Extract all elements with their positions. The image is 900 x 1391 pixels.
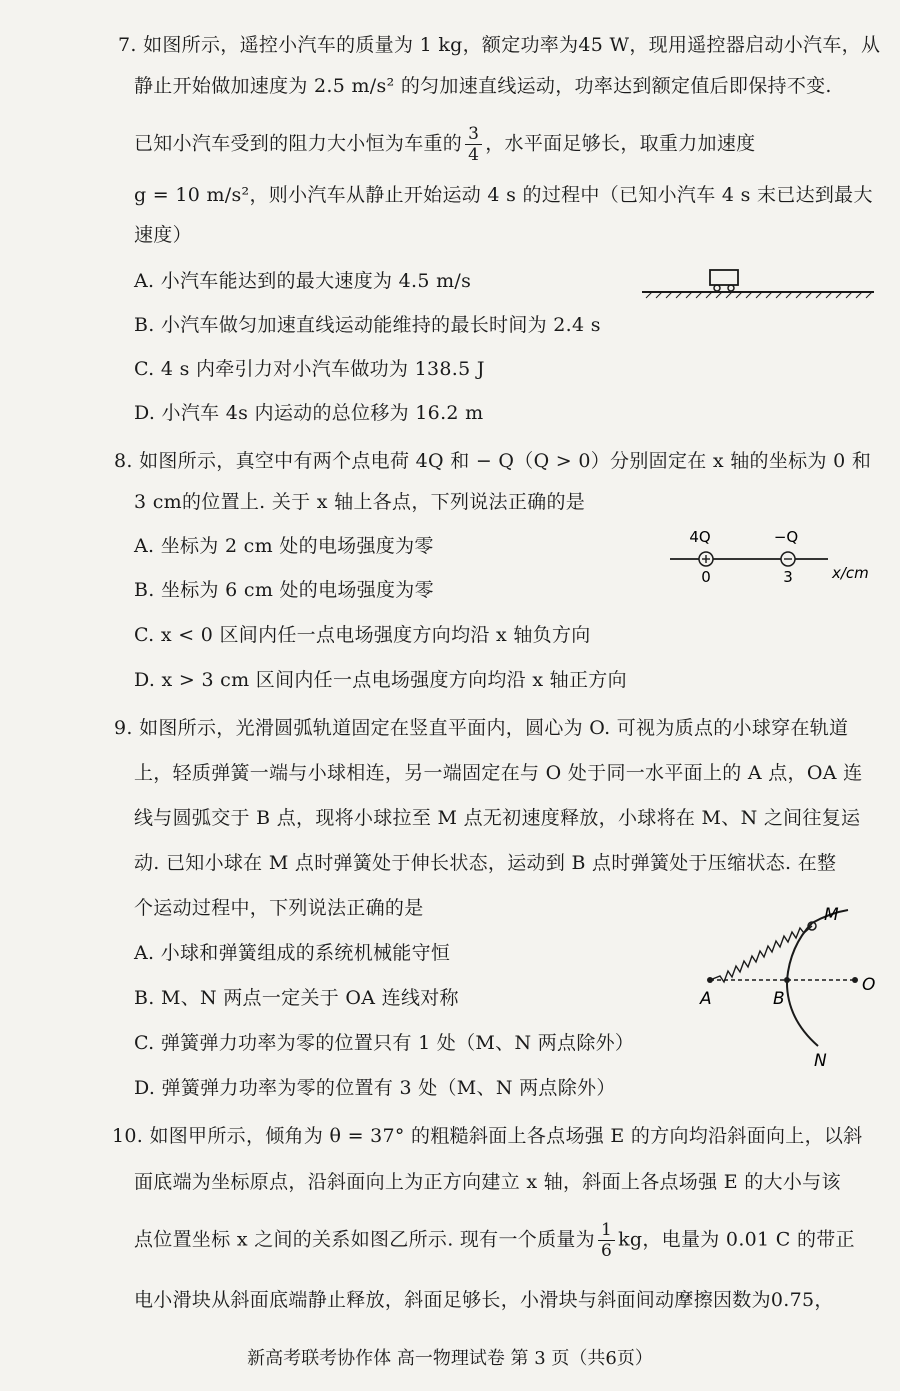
- q7-line-3-text-b: ，水平面足够长，取重力加速度: [485, 132, 756, 155]
- arc-track: [787, 923, 818, 1046]
- q10-frac-denominator: 6: [600, 1241, 613, 1261]
- q8-option-c: C. x < 0 区间内任一点电场强度方向均沿 x 轴负方向: [134, 624, 591, 646]
- q9-option-a: A. 小球和弹簧组成的系统机械能守恒: [134, 942, 451, 964]
- q9-option-c: C. 弹簧弹力功率为零的位置只有 1 处（M、N 两点除外）: [134, 1032, 635, 1054]
- q9-arc-spring-figure: [690, 898, 890, 1073]
- q7-line-2: 静止开始做加速度为 2.5 m/s² 的匀加速直线运动，功率达到额定值后即保持不变.: [134, 75, 832, 97]
- q9-option-b: B. M、N 两点一定关于 OA 连线对称: [134, 987, 459, 1009]
- spring: [710, 926, 812, 982]
- q10-line-4: 电小滑块从斜面底端静止释放，斜面足够长，小滑块与斜面间动摩擦因数为0.75，: [134, 1289, 834, 1311]
- q10-line-1: 10. 如图甲所示，倾角为 θ = 37° 的粗糙斜面上各点场强 E 的方向均沿斜面向上，以斜: [112, 1125, 863, 1147]
- q10-fraction: [598, 1220, 615, 1261]
- q10-line-3: [134, 1220, 855, 1261]
- q7-frac-numerator: 3: [465, 124, 482, 145]
- label-o: O: [862, 975, 876, 995]
- axis-label: x/cm: [832, 564, 869, 582]
- q9-line-1: 9. 如图所示，光滑圆弧轨道固定在竖直平面内，圆心为 O. 可视为质点的小球穿在轨道: [114, 717, 849, 739]
- q7-line-1: 7. 如图所示，遥控小汽车的质量为 1 kg，额定功率为45 W，现用遥控器启动小汽车，从: [118, 34, 881, 56]
- tick-label-0: 0: [701, 568, 711, 586]
- q7-fraction: [465, 124, 482, 165]
- q7-frac-denominator: 4: [468, 145, 480, 165]
- q9-line-4: 动. 已知小球在 M 点时弹簧处于伸长状态，运动到 B 点时弹簧处于压缩状态. 在整: [134, 852, 837, 874]
- q10-line-3-text-b: kg，电量为 0.01 C 的带正: [618, 1228, 855, 1251]
- label-m: M: [824, 905, 839, 925]
- q9-line-5: 个运动过程中，下列说法正确的是: [134, 897, 424, 919]
- point-b: [784, 977, 790, 983]
- page-footer: 新高考联考协作体 高一物理试卷 第 3 页（共6页）: [247, 1348, 653, 1369]
- q10-line-2: 面底端为坐标原点，沿斜面向上为正方向建立 x 轴，斜面上各点场强 E 的大小与该: [134, 1171, 841, 1193]
- charge-label-neg-q: −Q: [773, 528, 799, 546]
- point-a: [707, 977, 713, 983]
- q8-option-d: D. x > 3 cm 区间内任一点电场强度方向均沿 x 轴正方向: [134, 669, 627, 691]
- label-a: A: [700, 989, 712, 1009]
- q7-option-d: D. 小汽车 4s 内运动的总位移为 16.2 m: [134, 402, 484, 424]
- q7-line-4: g = 10 m/s²，则小汽车从静止开始运动 4 s 的过程中（已知小汽车 4 s 末已达到最大: [134, 184, 873, 206]
- q8-line-1: 8. 如图所示，真空中有两个点电荷 4Q 和 − Q（Q > 0）分别固定在 x 轴的坐标为 0 和: [114, 450, 872, 472]
- car-body: [710, 270, 738, 285]
- q7-car-figure: [640, 265, 880, 305]
- tick-label-3: 3: [783, 568, 793, 586]
- q8-charges-figure: [660, 522, 880, 592]
- q9-option-d: D. 弹簧弹力功率为零的位置有 3 处（M、N 两点除外）: [134, 1077, 616, 1099]
- q7-line-5: 速度）: [134, 224, 192, 246]
- q8-option-a: A. 坐标为 2 cm 处的电场强度为零: [134, 535, 434, 557]
- q8-option-b: B. 坐标为 6 cm 处的电场强度为零: [134, 579, 434, 601]
- label-b: B: [773, 989, 785, 1009]
- q10-line-3-text-a: 点位置坐标 x 之间的关系如图乙所示. 现有一个质量为: [134, 1228, 595, 1251]
- charge-label-4q: 4Q: [689, 528, 711, 546]
- point-o: [852, 977, 858, 983]
- q7-line-3: [134, 124, 755, 165]
- q7-option-c: C. 4 s 内牵引力对小汽车做功为 138.5 J: [134, 358, 485, 380]
- q9-line-2: 上，轻质弹簧一端与小球相连，另一端固定在与 O 处于同一水平面上的 A 点，OA 连: [134, 762, 863, 784]
- q10-frac-numerator: 1: [598, 1220, 615, 1241]
- q7-option-a: A. 小汽车能达到的最大速度为 4.5 m/s: [134, 270, 472, 292]
- q9-line-3: 线与圆弧交于 B 点，现将小球拉至 M 点无初速度释放，小球将在 M、N 之间往复运: [134, 807, 861, 829]
- q7-option-b: B. 小汽车做匀加速直线运动能维持的最长时间为 2.4 s: [134, 314, 601, 336]
- label-n: N: [814, 1051, 827, 1071]
- q7-line-3-text-a: 已知小汽车受到的阻力大小恒为车重的: [134, 132, 463, 155]
- q8-line-2: 3 cm的位置上. 关于 x 轴上各点，下列说法正确的是: [134, 491, 586, 513]
